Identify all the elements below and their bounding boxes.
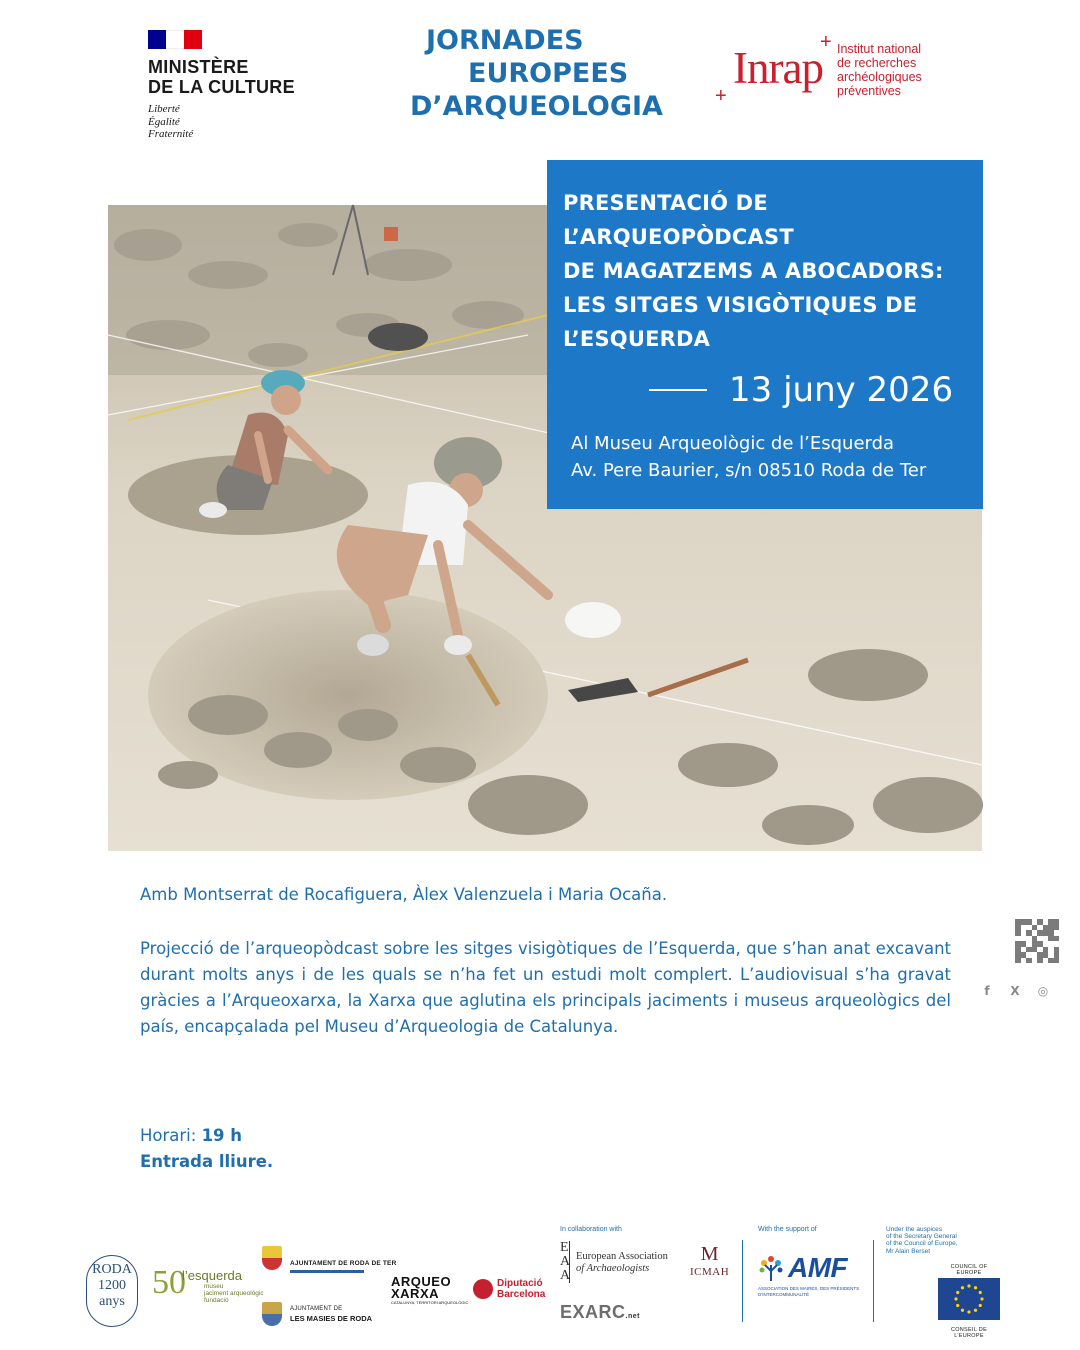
plus-icon: + bbox=[820, 31, 832, 53]
schedule-block bbox=[140, 1123, 273, 1175]
council-of-europe-logo: COUNCIL OF EUROPE CONSEIL DE L’EUROPE bbox=[938, 1264, 1000, 1339]
schedule-value: 19 h bbox=[201, 1126, 243, 1145]
collaboration-label: In collaboration with bbox=[560, 1226, 622, 1233]
diputacio-barcelona-logo: Diputació Barcelona bbox=[473, 1278, 545, 1300]
entry-info: Entrada lliure. bbox=[140, 1152, 274, 1171]
divider bbox=[873, 1240, 874, 1322]
star-icon bbox=[961, 1309, 964, 1312]
star-icon bbox=[961, 1286, 964, 1289]
plus-icon: + bbox=[715, 85, 727, 107]
star-icon bbox=[979, 1291, 982, 1294]
star-icon bbox=[967, 1284, 970, 1287]
star-icon bbox=[980, 1297, 983, 1300]
inrap-wordmark: Inrap bbox=[733, 43, 823, 93]
hashtag: #EADays bbox=[976, 1008, 1056, 1028]
star-icon bbox=[974, 1309, 977, 1312]
arqueoxarxa-logo: ARQUEO XARXA CATALUNYA, TERRITORI ARQUEOLÒGIC bbox=[391, 1274, 469, 1305]
amf-logo: AMF ASSOCIATION DES MAIRES, DES PRÉSIDENTS D’INTERCOMMUNALITÉ bbox=[758, 1252, 860, 1297]
coat-of-arms-icon bbox=[262, 1302, 282, 1326]
star-icon bbox=[956, 1304, 959, 1307]
inrap-tagline: Institut national de recherches archéologiques préventives bbox=[837, 42, 922, 98]
x-icon[interactable]: X bbox=[1004, 980, 1026, 1002]
event-title: PRESENTACIÓ DE L’ARQUEOPÒDCAST DE MAGATZEMS A ABOCADORS: LES SITGES VISIGÒTIQUES DE L’ESQUERDA bbox=[563, 191, 944, 351]
star-icon bbox=[967, 1310, 970, 1313]
star-icon bbox=[979, 1304, 982, 1307]
star-icon bbox=[956, 1291, 959, 1294]
star-icon bbox=[974, 1286, 977, 1289]
date-divider bbox=[649, 389, 707, 391]
icmah-logo: M ICMAH bbox=[690, 1243, 730, 1278]
ajuntament-masies-logo: AJUNTAMENT DE LES MASIES DE RODA bbox=[262, 1302, 382, 1326]
event-venue: Al Museu Arqueològic de l’Esquerda Av. Pere Baurier, s/n 08510 Roda de Ter bbox=[571, 433, 927, 481]
ajuntament-roda-logo: AJUNTAMENT DE RODA DE TER bbox=[262, 1246, 372, 1270]
diputacio-emblem-icon bbox=[473, 1279, 493, 1299]
ministry-logo bbox=[148, 30, 328, 141]
eaa-logo: E A A European Association of Archaeologists bbox=[560, 1240, 668, 1283]
inrap-logo bbox=[715, 31, 975, 116]
eu-stars-icon bbox=[938, 1278, 1000, 1320]
event-info-box bbox=[547, 160, 983, 509]
speakers-line: Amb Montserrat de Rocafiguera, Àlex Valenzuela i Maria Ocaña. bbox=[140, 885, 668, 904]
ministry-motto: Liberté Égalité Fraternité bbox=[148, 103, 194, 140]
facebook-icon[interactable]: f bbox=[976, 980, 998, 1002]
french-flag-icon bbox=[148, 30, 202, 49]
event-date: 13 juny 2026 bbox=[729, 370, 954, 410]
roda-1200-logo: RODA 1200 anys bbox=[86, 1255, 138, 1327]
instagram-icon[interactable]: ◎ bbox=[1032, 980, 1054, 1002]
support-label: With the support of bbox=[758, 1226, 817, 1233]
divider bbox=[742, 1240, 743, 1322]
description-paragraph: Projecció de l’arqueopòdcast sobre les sitges visigòtiques de l’Esquerda, que s’han anat excavant durant molts anys i de les quals se n’ha fet un estudi molt complert. L’audiovisual s’ha gravat gràcies a l’Arqueoxarxa, la Xarxa que aglutina els principals jaciments i museus arqueològics del país, encapçalada pel Museu d’Arqueologia de Catalunya. bbox=[140, 939, 951, 1036]
exarc-logo: EXARC.net bbox=[560, 1302, 640, 1322]
qr-code[interactable] bbox=[1013, 917, 1061, 965]
event-series-title: JORNADES EUROPEES D’ARQUEOLOGIA bbox=[410, 25, 663, 122]
coat-of-arms-icon bbox=[262, 1246, 282, 1270]
ministry-name: MINISTÈRE DE LA CULTURE bbox=[148, 57, 295, 97]
schedule-label: Horari: bbox=[140, 1126, 197, 1145]
auspices-text: Under the auspices of the Secretary General of the Council of Europe, Mr Alain Berset bbox=[886, 1226, 958, 1255]
event-date-row bbox=[649, 370, 953, 410]
qr-cell bbox=[1054, 958, 1060, 964]
esquerda-50-logo: 50 l’esquerda museu jaciment arqueològic fundació bbox=[152, 1264, 264, 1304]
social-icons bbox=[976, 980, 1054, 1002]
star-icon bbox=[954, 1297, 957, 1300]
tree-icon bbox=[758, 1253, 784, 1283]
